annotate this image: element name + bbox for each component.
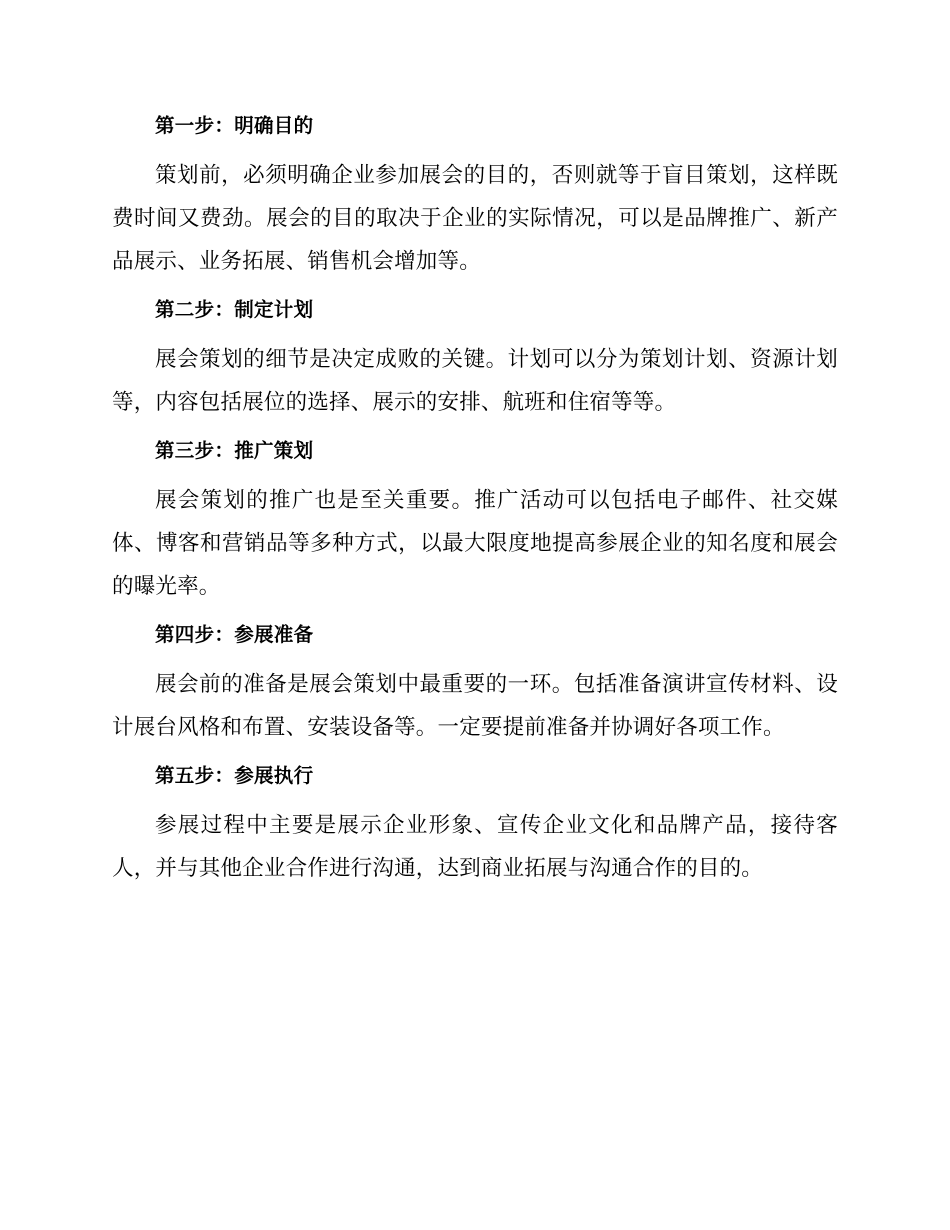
section-step-1 <box>112 112 838 283</box>
section-paragraph: 策划前，必须明确企业参加展会的目的，否则就等于盲目策划，这样既费时间又费劲。展会的目的取决于企业的实际情况，可以是品牌推广、新产品展示、业务拓展、销售机会增加等。 <box>112 163 838 274</box>
section-heading: 第五步：参展执行 <box>155 764 314 787</box>
section-heading: 第三步：推广策划 <box>155 439 314 462</box>
section-step-3 <box>112 437 838 608</box>
section-paragraph: 展会策划的细节是决定成败的关键。计划可以分为策划计划、资源计划等，内容包括展位的选择、展示的安排、航班和住宿等等。 <box>112 347 838 415</box>
section-step-2 <box>112 296 838 424</box>
section-paragraph: 展会策划的推广也是至关重要。推广活动可以包括电子邮件、社交媒体、博客和营销品等多种方式，以最大限度地提高参展企业的知名度和展会的曝光率。 <box>112 488 838 599</box>
section-step-5 <box>112 762 838 890</box>
section-paragraph: 参展过程中主要是展示企业形象、宣传企业文化和品牌产品，接待客人，并与其他企业合作进行沟通，达到商业拓展与沟通合作的目的。 <box>112 813 838 881</box>
section-paragraph: 展会前的准备是展会策划中最重要的一环。包括准备演讲宣传材料、设计展台风格和布置、安装设备等。一定要提前准备并协调好各项工作。 <box>112 672 838 740</box>
section-heading: 第一步：明确目的 <box>155 114 314 137</box>
section-heading: 第二步：制定计划 <box>155 298 314 321</box>
section-step-4 <box>112 621 838 749</box>
section-heading: 第四步：参展准备 <box>155 623 314 646</box>
